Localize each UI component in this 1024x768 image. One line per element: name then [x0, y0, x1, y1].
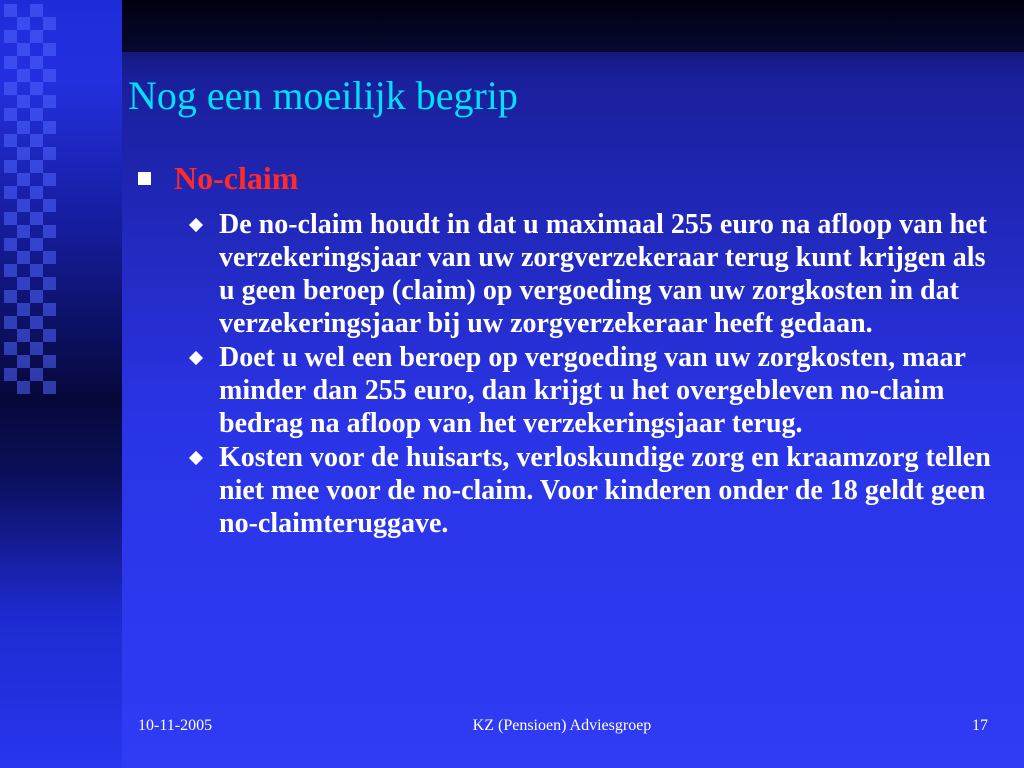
- checker-cell: [17, 329, 30, 342]
- checker-cell: [4, 316, 17, 329]
- left-decorative-strip: [0, 0, 122, 768]
- checker-cell: [30, 316, 43, 329]
- checker-cell: [43, 17, 56, 30]
- checker-cell: [17, 355, 30, 368]
- diamond-bullet-icon: [189, 451, 203, 465]
- checker-cell: [43, 147, 56, 160]
- checker-cell: [30, 4, 43, 17]
- checker-cell: [30, 30, 43, 43]
- checker-cell: [4, 160, 17, 173]
- sub-bullet-item: [188, 208, 1008, 340]
- checker-cell: [4, 342, 17, 355]
- top-band: [0, 0, 1024, 52]
- sub-bullet-list: [188, 208, 1008, 541]
- footer-page-number: 17: [972, 717, 988, 734]
- checker-cell: [30, 290, 43, 303]
- sub-bullet-text: Doet u wel een beroep op vergoeding van uw zorgkosten, maar minder dan 255 euro, dan krijgt u het overgebleven no-claim bedrag na afloop van het verzekeringsjaar terug.: [219, 342, 966, 439]
- checker-cell: [17, 381, 30, 394]
- checker-cell: [43, 173, 56, 186]
- checker-cell: [4, 264, 17, 277]
- checker-cell: [4, 238, 17, 251]
- checker-cell: [43, 121, 56, 134]
- checker-cell: [4, 212, 17, 225]
- checker-cell: [43, 329, 56, 342]
- checker-cell: [17, 251, 30, 264]
- checker-cell: [17, 173, 30, 186]
- checker-cell: [30, 264, 43, 277]
- checker-cell: [17, 121, 30, 134]
- checker-cell: [17, 43, 30, 56]
- checker-cell: [17, 95, 30, 108]
- bullet-no-claim: [138, 160, 298, 197]
- checker-cell: [43, 69, 56, 82]
- sub-bullet-item: [188, 341, 1008, 440]
- checker-cell: [4, 4, 17, 17]
- diamond-bullet-icon: [189, 351, 203, 365]
- checker-cell: [4, 368, 17, 381]
- checker-cell: [30, 160, 43, 173]
- checker-cell: [43, 251, 56, 264]
- slide-title: Nog een moeilijk begrip: [128, 73, 518, 118]
- diamond-bullet-icon: [189, 218, 203, 232]
- checker-cell: [4, 186, 17, 199]
- checker-cell: [4, 290, 17, 303]
- sub-bullet-text: Kosten voor de huisarts, verloskundige zorg en kraamzorg tellen niet mee voor de no-claim. Voor kinderen onder de 18 geldt geen no-claimteruggave.: [219, 442, 991, 539]
- footer-organization: KZ (Pensioen) Adviesgroep: [472, 717, 652, 734]
- checker-cell: [4, 56, 17, 69]
- checker-cell: [17, 199, 30, 212]
- checker-cell: [17, 303, 30, 316]
- checker-cell: [30, 134, 43, 147]
- checker-cell: [17, 147, 30, 160]
- checker-cell: [4, 30, 17, 43]
- checker-cell: [43, 225, 56, 238]
- checker-cell: [17, 277, 30, 290]
- checker-cell: [43, 277, 56, 290]
- checker-cell: [4, 82, 17, 95]
- checker-cell: [43, 303, 56, 316]
- sub-bullet-item: [188, 441, 1008, 540]
- checker-cell: [30, 342, 43, 355]
- checker-pattern: [0, 0, 40, 768]
- sub-bullet-text: De no-claim houdt in dat u maximaal 255 euro na afloop van het verzekeringsjaar van uw zorgverzekeraar terug kunt krijgen als u geen beroep (claim) op vergoeding van uw zorgkosten in dat verzekeringsjaar bij uw zorgverzekeraar heeft gedaan.: [219, 209, 987, 339]
- checker-cell: [43, 381, 56, 394]
- checker-cell: [4, 108, 17, 121]
- checker-cell: [43, 43, 56, 56]
- checker-cell: [17, 69, 30, 82]
- checker-cell: [30, 212, 43, 225]
- checker-cell: [43, 95, 56, 108]
- checker-cell: [30, 238, 43, 251]
- checker-cell: [30, 186, 43, 199]
- checker-cell: [30, 368, 43, 381]
- checker-cell: [43, 355, 56, 368]
- checker-cell: [43, 199, 56, 212]
- checker-cell: [30, 82, 43, 95]
- checker-cell: [17, 17, 30, 30]
- checker-cell: [4, 134, 17, 147]
- checker-cell: [17, 225, 30, 238]
- square-bullet-icon: [138, 172, 151, 185]
- checker-cell: [30, 108, 43, 121]
- bullet-label: No-claim: [174, 160, 299, 196]
- footer-date: 10-11-2005: [138, 717, 213, 734]
- checker-cell: [30, 56, 43, 69]
